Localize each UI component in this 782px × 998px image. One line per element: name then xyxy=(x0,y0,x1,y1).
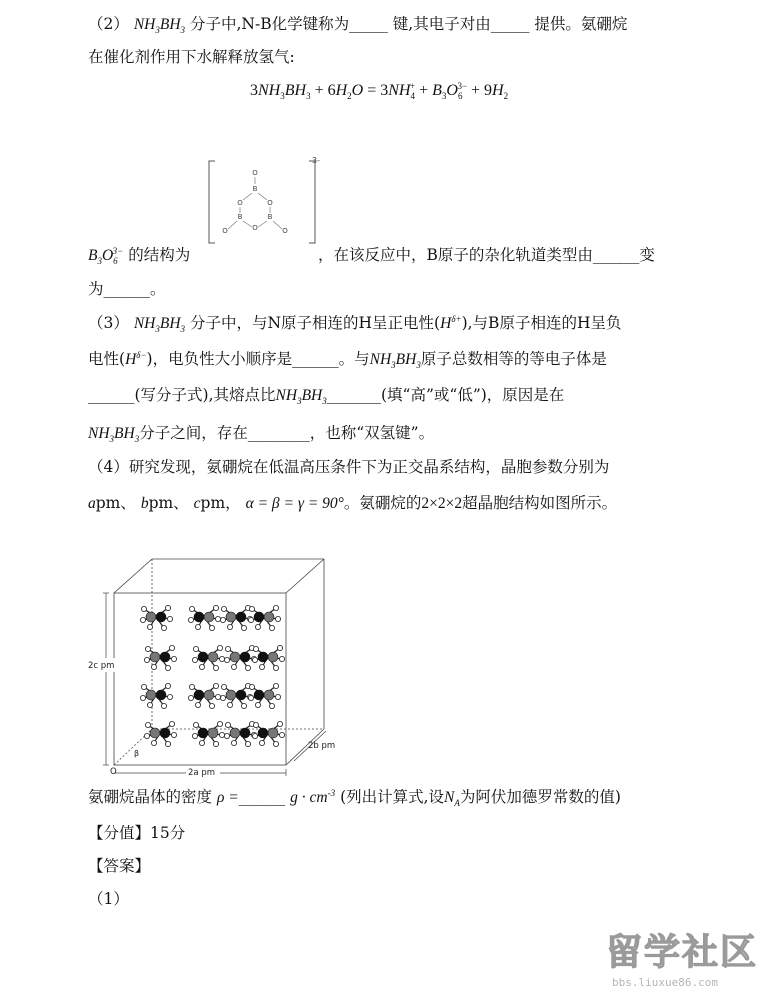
molecule xyxy=(252,721,284,746)
formula-b3o6: $B_3O_6^{3-}$ xyxy=(88,245,124,267)
answer-first: （1） xyxy=(88,890,129,908)
svg-text:O: O xyxy=(267,199,273,207)
answer-blank[interactable]: _______ xyxy=(326,386,381,404)
label-beta: β xyxy=(134,749,140,758)
answer-label: 【答案】 xyxy=(88,857,151,875)
answer-blank[interactable]: ______ xyxy=(88,386,135,404)
q3-line2: 电性$(H^{\delta-})$，电负性大小顺序是______。与$NH_3BH_3$原子总数相等的等电子体是 xyxy=(88,349,607,371)
watermark-logo: 留学社区 bbs.liuxue86.com xyxy=(606,932,759,989)
q2-line3: $B_3O_6^{3-}$ 的结构为 xyxy=(88,245,191,267)
borate-ring-structure xyxy=(205,155,325,247)
molecule xyxy=(188,683,220,708)
question-number: （4） xyxy=(88,458,129,476)
q3-line3: ______(写分子式),其熔点比$NH_3BH_3\_\_\_\_\_\_\_$(填“高”或“低”)，原因是在 xyxy=(88,386,565,407)
q3-line1: （3） $NH_3BH_3$ 分子中，与N原子相连的H呈正电性$(H^{\delta+})$,与B原子相连的H呈负 xyxy=(88,313,622,335)
answer-blank[interactable]: ________ xyxy=(247,424,310,442)
answer-blank[interactable]: ______ xyxy=(292,350,339,368)
molecule xyxy=(220,683,252,708)
svg-text:O: O xyxy=(252,169,258,177)
formula-nh3bh3: $NH_3BH_3$ xyxy=(133,16,186,36)
molecule xyxy=(220,605,252,630)
molecule xyxy=(188,605,220,630)
label-2b: 2b pm xyxy=(308,741,336,751)
q2-line3-right: ，在该反应中，B原子的杂化轨道类型由______变 xyxy=(318,246,655,264)
question-number: （2） xyxy=(88,15,129,33)
score-line: 【分值】15分 xyxy=(88,824,186,842)
svg-text:B: B xyxy=(267,213,273,221)
hydrolysis-equation: $3NH_3BH_3 + 6H_2O = 3NH_4^+ + B_3O_6^{3-} + 9H_2$ xyxy=(250,80,509,102)
answer-blank[interactable]: _____ xyxy=(349,15,388,33)
svg-text:O: O xyxy=(252,224,258,232)
svg-text:O: O xyxy=(222,227,228,235)
q2-line2: 在催化剂作用下水解释放氢气: xyxy=(88,48,295,66)
svg-text:B: B xyxy=(237,213,243,221)
label-2c: 2c pm xyxy=(88,661,115,671)
molecule xyxy=(144,645,176,670)
svg-text:O: O xyxy=(237,199,243,207)
answer-blank[interactable]: ______ xyxy=(238,788,286,806)
svg-text:O: O xyxy=(282,227,288,235)
answer-blank[interactable]: ______ xyxy=(103,280,151,298)
molecule xyxy=(192,645,224,670)
molecule xyxy=(144,721,176,746)
density-line: 氨硼烷晶体的密度 ρ =______ $g \cdot cm^{-3}$ (列出计算式,设$N_A$为阿伏加德罗常数的值) xyxy=(88,787,621,809)
label-2a: 2a pm xyxy=(188,768,215,777)
molecule xyxy=(252,645,284,670)
q4-line2: apm、 bpm、 cpm， α = β = γ = 90°。氨硼烷的2×2×2超晶胞结构如图所示。 xyxy=(88,494,618,512)
molecule xyxy=(224,721,256,746)
molecule xyxy=(248,605,280,630)
label-origin: O xyxy=(110,767,117,777)
q2-line1: （2） $NH_3BH_3$ 分子中,N-B化学键称为_____ 键,其电子对由_____ 提供。氨硼烷 xyxy=(88,15,628,36)
q2-line4: 为______。 xyxy=(88,280,166,298)
molecule xyxy=(140,605,172,630)
answer-blank[interactable]: _____ xyxy=(490,15,530,33)
molecule xyxy=(192,721,224,746)
ion-charge: 3- xyxy=(312,156,320,165)
answer-blank[interactable]: ______ xyxy=(592,246,640,264)
question-number: （3） xyxy=(88,314,129,332)
molecule xyxy=(140,683,172,708)
svg-text:B: B xyxy=(252,185,258,193)
molecule xyxy=(224,645,256,670)
q4-line1: （4）研究发现，氨硼烷在低温高压条件下为正交晶系结构，晶胞参数分别为 xyxy=(88,458,610,476)
molecule-cluster xyxy=(140,605,284,746)
q3-line4: $NH_3BH_3$分子之间，存在________，也称“双氢键”。 xyxy=(88,424,435,445)
molecule xyxy=(248,683,280,708)
supercell-figure xyxy=(86,555,356,777)
